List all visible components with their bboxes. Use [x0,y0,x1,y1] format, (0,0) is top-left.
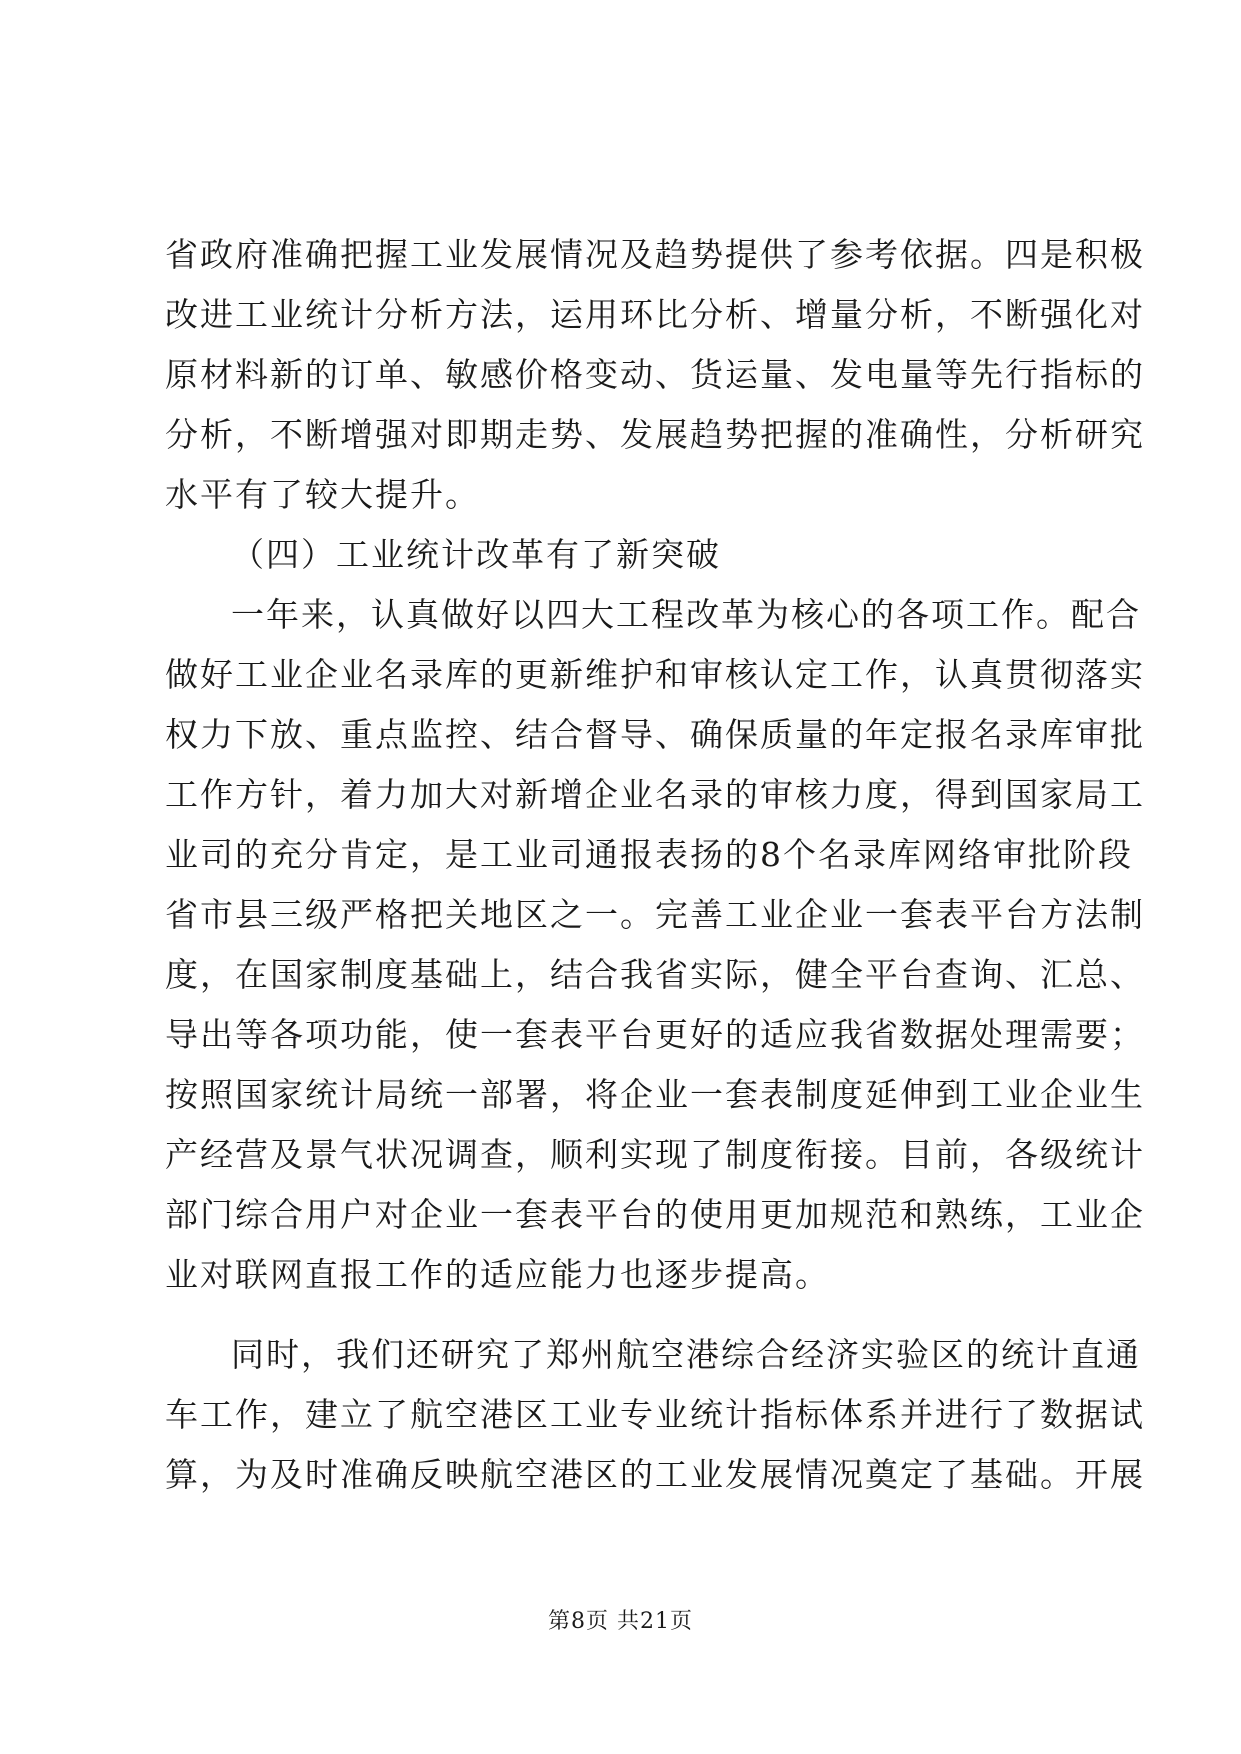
section-heading: （四）工业统计改革有了新突破 [231,535,721,574]
body-line: 水平有了较大提升。 [165,475,480,514]
body-line: 部门综合用户对企业一套表平台的使用更加规范和熟练，工业企 [165,1195,1145,1234]
body-line: 业司的充分肯定，是工业司通报表扬的8个名录库网络审批阶段 [165,835,1133,874]
body-line: 省市县三级严格把关地区之一。完善工业企业一套表平台方法制 [165,895,1145,934]
page-number-footer: 第8页 共21页 [548,1609,693,1634]
body-line: 做好工业企业名录库的更新维护和审核认定工作，认真贯彻落实 [165,655,1145,694]
body-line: 省政府准确把握工业发展情况及趋势提供了参考依据。四是积极 [165,235,1145,274]
body-line: 权力下放、重点监控、结合督导、确保质量的年定报名录库审批 [165,715,1145,754]
body-line: 算，为及时准确反映航空港区的工业发展情况奠定了基础。开展 [165,1455,1145,1494]
body-line: 导出等各项功能，使一套表平台更好的适应我省数据处理需要； [165,1015,1145,1054]
body-line: 按照国家统计局统一部署，将企业一套表制度延伸到工业企业生 [165,1075,1145,1114]
body-line: 业对联网直报工作的适应能力也逐步提高。 [165,1255,830,1294]
body-line: 分析，不断增强对即期走势、发展趋势把握的准确性，分析研究 [165,415,1145,454]
paragraph-first-line: 一年来，认真做好以四大工程改革为核心的各项工作。配合 [231,595,1141,634]
body-line: 产经营及景气状况调查，顺利实现了制度衔接。目前，各级统计 [165,1135,1145,1174]
body-line: 车工作，建立了航空港区工业专业统计指标体系并进行了数据试 [165,1395,1145,1434]
body-line: 原材料新的订单、敏感价格变动、货运量、发电量等先行指标的 [165,355,1145,394]
body-line: 工作方针，着力加大对新增企业名录的审核力度，得到国家局工 [165,775,1145,814]
body-line: 改进工业统计分析方法，运用环比分析、增量分析，不断强化对 [165,295,1145,334]
paragraph-first-line: 同时，我们还研究了郑州航空港综合经济实验区的统计直通 [231,1335,1141,1374]
body-line: 度，在国家制度基础上，结合我省实际，健全平台查询、汇总、 [165,955,1145,994]
